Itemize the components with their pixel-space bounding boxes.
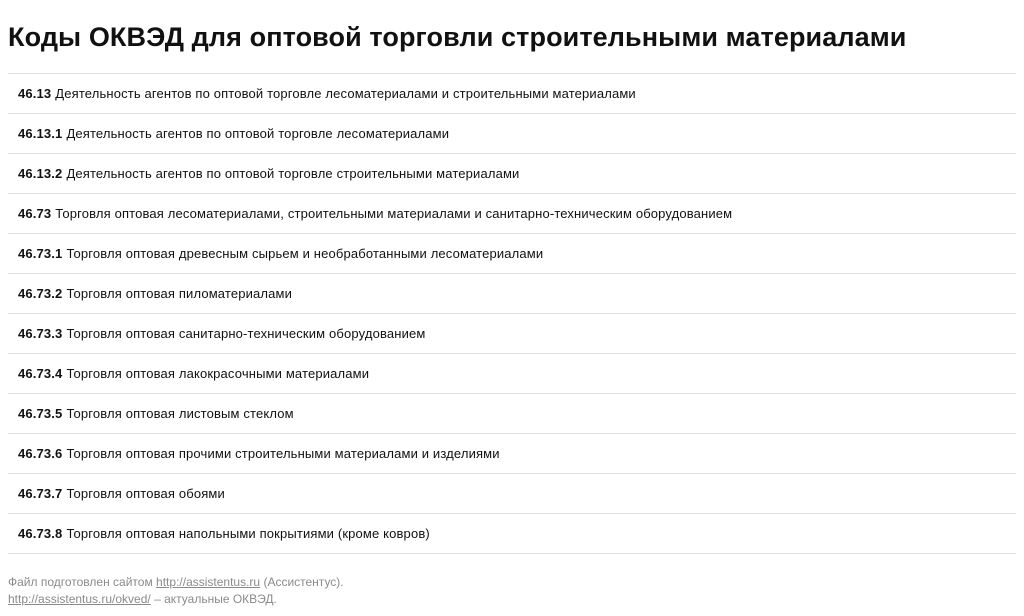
footer xyxy=(8,574,344,608)
footer-line-1 xyxy=(8,574,344,591)
okved-code: 46.73.1 xyxy=(18,246,63,261)
okved-code: 46.73.4 xyxy=(18,366,63,381)
okved-row-46-73[interactable] xyxy=(8,194,1016,234)
okved-description: Деятельность агентов по оптовой торговле лесоматериалами xyxy=(66,126,450,141)
okved-code: 46.13.2 xyxy=(18,166,63,181)
okved-description: Торговля оптовая древесным сырьем и необработанными лесоматериалами xyxy=(66,246,544,261)
okved-description: Деятельность агентов по оптовой торговле лесоматериалами и строительными материалами xyxy=(55,86,636,101)
footer-line-2 xyxy=(8,591,344,608)
okved-description: Торговля оптовая санитарно-техническим оборудованием xyxy=(66,326,426,341)
okved-row-46-13-2[interactable] xyxy=(8,154,1016,194)
okved-description: Торговля оптовая напольными покрытиями (кроме ковров) xyxy=(66,526,430,541)
site-link[interactable]: http://assistentus.ru xyxy=(156,575,261,589)
okved-code: 46.13 xyxy=(18,86,52,101)
footer-note-text: – актуальные ОКВЭД. xyxy=(150,592,277,606)
okved-row-46-73-8[interactable] xyxy=(8,514,1016,554)
okved-code: 46.73.3 xyxy=(18,326,63,341)
okved-row-46-73-7[interactable] xyxy=(8,474,1016,514)
okved-row-46-73-2[interactable] xyxy=(8,274,1016,314)
okved-page-link[interactable]: http://assistentus.ru/okved/ xyxy=(8,592,151,606)
okved-description: Торговля оптовая пиломатериалами xyxy=(66,286,293,301)
okved-row-46-73-5[interactable] xyxy=(8,394,1016,434)
okved-description: Деятельность агентов по оптовой торговле строительными материалами xyxy=(66,166,520,181)
okved-description: Торговля оптовая лакокрасочными материалами xyxy=(66,366,370,381)
page-title: Коды ОКВЭД для оптовой торговли строительными материалами xyxy=(8,22,907,52)
okved-code: 46.73.8 xyxy=(18,526,63,541)
okved-row-46-13[interactable] xyxy=(8,74,1016,114)
footer-suffix-text: (Ассистентус). xyxy=(260,575,344,589)
okved-code: 46.73 xyxy=(18,206,52,221)
okved-code: 46.73.7 xyxy=(18,486,63,501)
okved-code-list xyxy=(8,73,1016,554)
footer-prefix-text: Файл подготовлен сайтом xyxy=(8,575,157,589)
okved-row-46-73-3[interactable] xyxy=(8,314,1016,354)
okved-description: Торговля оптовая обоями xyxy=(66,486,225,501)
okved-code: 46.73.2 xyxy=(18,286,63,301)
okved-description: Торговля оптовая прочими строительными материалами и изделиями xyxy=(66,446,500,461)
okved-code: 46.73.5 xyxy=(18,406,63,421)
okved-code: 46.13.1 xyxy=(18,126,63,141)
okved-row-46-73-4[interactable] xyxy=(8,354,1016,394)
okved-row-46-73-6[interactable] xyxy=(8,434,1016,474)
okved-description: Торговля оптовая листовым стеклом xyxy=(66,406,294,421)
okved-row-46-13-1[interactable] xyxy=(8,114,1016,154)
okved-description: Торговля оптовая лесоматериалами, строительными материалами и санитарно-техническим оборудованием xyxy=(55,206,733,221)
okved-code: 46.73.6 xyxy=(18,446,63,461)
okved-row-46-73-1[interactable] xyxy=(8,234,1016,274)
